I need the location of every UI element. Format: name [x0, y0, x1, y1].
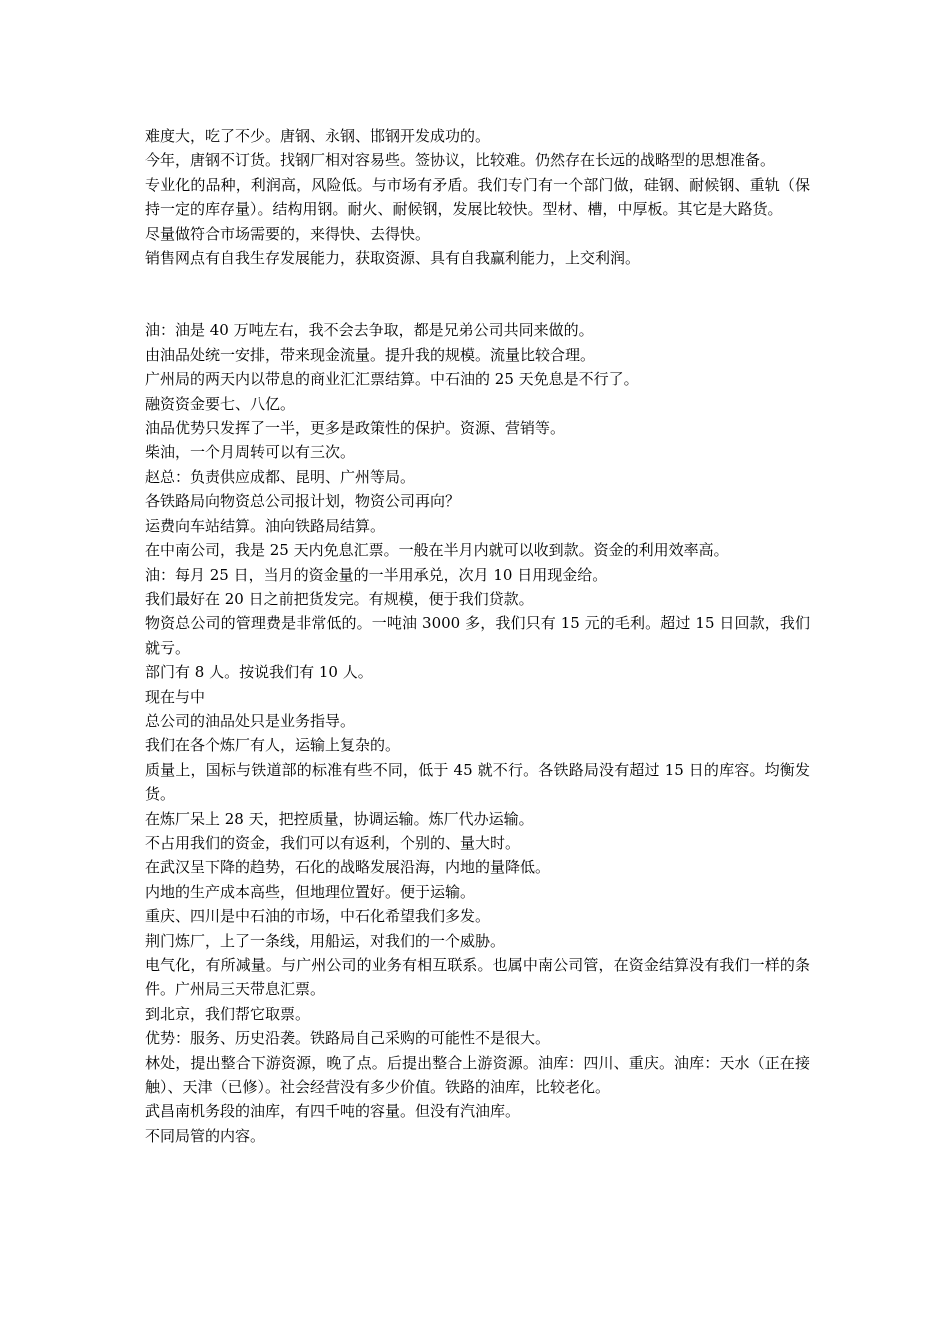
paragraph: 今年，唐钢不订货。找钢厂相对容易些。签协议，比较难。仍然存在长远的战略型的思想准备。: [145, 151, 776, 170]
paragraph: 武昌南机务段的油库，有四千吨的容量。但没有汽油库。: [145, 1102, 521, 1121]
document-body: [145, 124, 810, 1148]
paragraph: 广州局的两天内以带息的商业汇汇票结算。中石油的 25 天免息是不行了。: [145, 370, 639, 389]
paragraph: 优势：服务、历史沿袭。铁路局自己采购的可能性不是很大。: [145, 1029, 551, 1048]
paragraph: 我们最好在 20 日之前把货发完。有规模，便于我们贷款。: [145, 589, 534, 608]
paragraph: 我们在各个炼厂有人，运输上复杂的。: [145, 736, 401, 755]
paragraph: 由油品处统一安排，带来现金流量。提升我的规模。流量比较合理。: [145, 345, 596, 364]
paragraph: 总公司的油品处只是业务指导。: [145, 711, 356, 730]
paragraph: 在炼厂呆上 28 天，把控质量，协调运输。炼厂代办运输。: [145, 809, 534, 828]
paragraph: 电气化，有所减量。与广州公司的业务有相互联系。也属中南公司管，在资金结算没有我们一样的条件。广州局三天带息汇票。: [145, 956, 810, 999]
section-spacer: [145, 270, 810, 318]
paragraph: 油品优势只发挥了一半，更多是政策性的保护。资源、营销等。: [145, 419, 566, 438]
paragraph: 在中南公司，我是 25 天内免息汇票。一般在半月内就可以收到款。资金的利用效率高。: [145, 541, 729, 560]
paragraph: 销售网点有自我生存发展能力，获取资源、具有自我赢利能力，上交利润。: [145, 249, 641, 268]
paragraph: 油：油是 40 万吨左右，我不会去争取，都是兄弟公司共同来做的。: [145, 321, 594, 340]
paragraph: 林处，提出整合下游资源，晚了点。后提出整合上游资源。油库：四川、重庆。油库：天水（正在接触）、天津（已修）。社会经营没有多少价值。铁路的油库，比较老化。: [145, 1053, 810, 1097]
paragraph: 柴油，一个月周转可以有三次。: [145, 443, 356, 462]
paragraph: 荆门炼厂，上了一条线，用船运，对我们的一个威胁。: [145, 931, 506, 950]
paragraph: 专业化的品种，利润高，风险低。与市场有矛盾。我们专门有一个部门做，硅钢、耐候钢、重轨（保持一定的库存量）。结构用钢。耐火、耐候钢，发展比较快。型材、槽，中厚板。其它是大路货。: [145, 175, 810, 219]
paragraph: 到北京，我们帮它取票。: [145, 1004, 311, 1023]
paragraph: 难度大，吃了不少。唐钢、永钢、邯钢开发成功的。: [145, 127, 491, 145]
paragraph: 现在与中: [145, 687, 206, 706]
paragraph: 质量上，国标与铁道部的标准有些不同，低于 45 就不行。各铁路局没有超过 15 日的库容。均衡发货。: [145, 760, 810, 804]
section-steel-notes: [145, 124, 810, 270]
paragraph: 尽量做符合市场需要的，来得快、去得快。: [145, 224, 431, 243]
paragraph: 不占用我们的资金，我们可以有返利，个别的、量大时。: [145, 833, 521, 852]
paragraph: 部门有 8 人。按说我们有 10 人。: [145, 663, 373, 682]
section-oil-notes: [145, 318, 810, 1148]
paragraph: 运费向车站结算。油向铁路局结算。: [145, 516, 386, 535]
paragraph: 物资总公司的管理费是非常低的。一吨油 3000 多，我们只有 15 元的毛利。超过 15 日回款，我们就亏。: [145, 614, 810, 657]
paragraph: 融资资金要七、八亿。: [145, 394, 296, 413]
paragraph: 赵总：负责供应成都、昆明、广州等局。: [145, 467, 416, 486]
paragraph: 内地的生产成本高些，但地理位置好。便于运输。: [145, 882, 476, 901]
paragraph: 在武汉呈下降的趋势，石化的战略发展沿海，内地的量降低。: [145, 858, 551, 877]
paragraph: 油：每月 25 日，当月的资金量的一半用承兑，次月 10 日用现金给。: [145, 565, 608, 584]
paragraph: 不同局管的内容。: [145, 1126, 266, 1145]
paragraph: 各铁路局向物资总公司报计划，物资公司再向？: [145, 492, 461, 511]
paragraph: 重庆、四川是中石油的市场，中石化希望我们多发。: [145, 907, 491, 926]
